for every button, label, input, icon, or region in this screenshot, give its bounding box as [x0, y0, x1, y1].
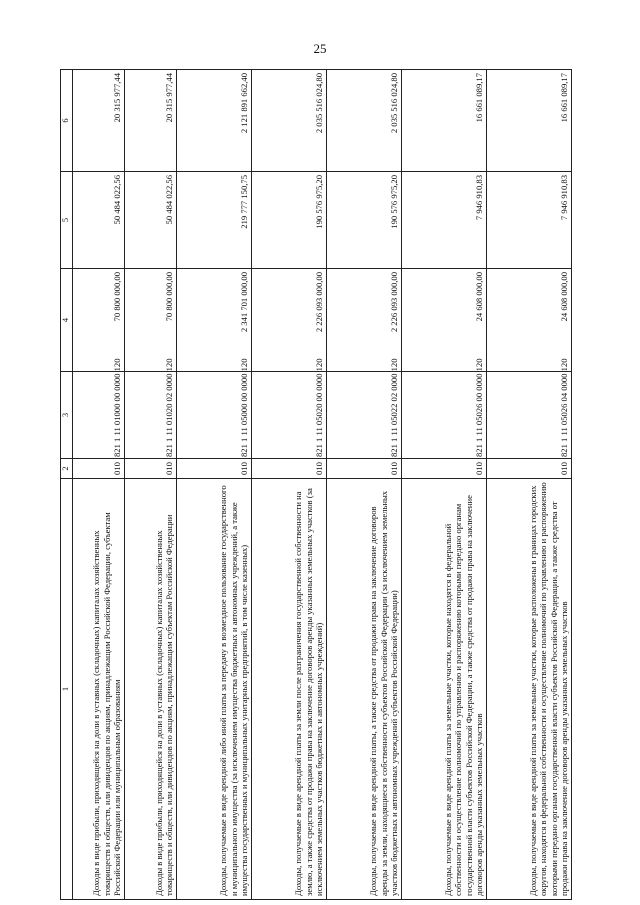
column-header: 6	[61, 70, 73, 172]
budget-code: 821 1 11 05022 02 0000 120	[327, 372, 402, 459]
row-description: Доходы, получаемые в виде арендной платы, а также средства от продажи права на заключение договоров аренды за земли, находящиеся в собственности субъектов Российской Федерации (за исключением земельных участков бюджетных и автономных учреждений субъектов Российской Федерации)	[327, 479, 402, 900]
remainder-amount: 16 661 089,17	[402, 70, 487, 172]
plan-amount: 2 341 701 000,00	[177, 269, 252, 372]
row-description: Доходы в виде прибыли, приходящейся на доли в уставных (складочных) капиталах хозяйственных товариществ и обществ, или дивидендов по акциям, принадлежащим Российской Федерации, субъектам Российской Федерации или муниципальным образованиям	[73, 479, 125, 900]
plan-amount: 2 226 093 000,00	[327, 269, 402, 372]
table-row	[327, 70, 402, 900]
fact-amount: 50 484 022,56	[125, 172, 177, 269]
column-header: 1	[61, 479, 73, 900]
page-number: 25	[313, 41, 327, 56]
column-header: 2	[61, 459, 73, 479]
plan-amount: 70 800 000,00	[73, 269, 125, 372]
remainder-amount: 20 315 977,44	[73, 70, 125, 172]
plan-amount: 24 608 000,00	[487, 269, 572, 372]
fact-amount: 7 946 910,83	[402, 172, 487, 269]
remainder-amount: 20 315 977,44	[125, 70, 177, 172]
column-header: 4	[61, 269, 73, 372]
budget-code: 821 1 11 05020 00 0000 120	[252, 372, 327, 459]
fact-amount: 7 946 910,83	[487, 172, 572, 269]
column-header: 3	[61, 372, 73, 459]
table-row	[252, 70, 327, 900]
row-description: Доходы, получаемые в виде арендной платы за земли после разграничения государственной собственности на землю, а также средства от продажи права на заключение договоров аренды указанных земельных участков (за исключением земельных участков бюджетных и автономных учреждений)	[252, 479, 327, 900]
fact-amount: 219 777 150,75	[177, 172, 252, 269]
remainder-amount: 2 035 516 024,80	[327, 70, 402, 172]
admin-code: 010	[177, 459, 252, 479]
table-row	[73, 70, 125, 900]
budget-code: 821 1 11 05026 04 0000 120	[487, 372, 572, 459]
row-description: Доходы в виде прибыли, приходящейся на доли в уставных (складочных) капиталах хозяйственных товариществ и обществ, или дивидендов по акциям, принадлежащим субъектам Российской Федерации	[125, 479, 177, 900]
budget-code: 821 1 11 05026 00 0000 120	[402, 372, 487, 459]
plan-amount: 70 800 000,00	[125, 269, 177, 372]
fact-amount: 50 484 022,56	[73, 172, 125, 269]
admin-code: 010	[487, 459, 572, 479]
remainder-amount: 2 035 516 024,80	[252, 70, 327, 172]
admin-code: 010	[125, 459, 177, 479]
revenue-table	[60, 69, 572, 900]
table-row	[402, 70, 487, 900]
table-row	[125, 70, 177, 900]
admin-code: 010	[73, 459, 125, 479]
table-header-row	[61, 70, 73, 900]
rotated-table-frame	[60, 70, 570, 900]
row-description: Доходы, получаемые в виде арендной платы за земельные участки, которые находятся в федеральной собственности и осуществление полномочий по управлению и распоряжению которыми передано органам государственной власти субъектов Российской Федерации, а также средства от продажи права на заключение договоров аренды указанных земельных участков	[402, 479, 487, 900]
fact-amount: 190 576 975,20	[327, 172, 402, 269]
table-row	[177, 70, 252, 900]
remainder-amount: 16 661 089,17	[487, 70, 572, 172]
rotated-table-container	[60, 70, 570, 900]
admin-code: 010	[402, 459, 487, 479]
row-description: Доходы, получаемые в виде арендной либо иной платы за передачу в возмездное пользование государственного и муниципального имущества (за исключением имущества бюджетных и автономных учреждений, а также имущества государственных и муниципальных унитарных предприятий, в том числе казенных)	[177, 479, 252, 900]
plan-amount: 2 226 093 000,00	[252, 269, 327, 372]
fact-amount: 190 576 975,20	[252, 172, 327, 269]
plan-amount: 24 608 000,00	[402, 269, 487, 372]
budget-code: 821 1 11 01020 02 0000 120	[125, 372, 177, 459]
budget-code: 821 1 11 05000 00 0000 120	[177, 372, 252, 459]
remainder-amount: 2 121 891 662,40	[177, 70, 252, 172]
table-row	[487, 70, 572, 900]
admin-code: 010	[327, 459, 402, 479]
column-header: 5	[61, 172, 73, 269]
budget-code: 821 1 11 01000 00 0000 120	[73, 372, 125, 459]
admin-code: 010	[252, 459, 327, 479]
row-description: Доходы, получаемые в виде арендной платы за земельные участки, которые расположены в границах городских округов, находятся в федеральной собственности и осуществление полномочий по управлению и распоряжению которыми передано органам государственной власти субъектов Российской Федерации, а также средства от продажи права на заключение договоров аренды указанных земельных участков	[487, 479, 572, 900]
